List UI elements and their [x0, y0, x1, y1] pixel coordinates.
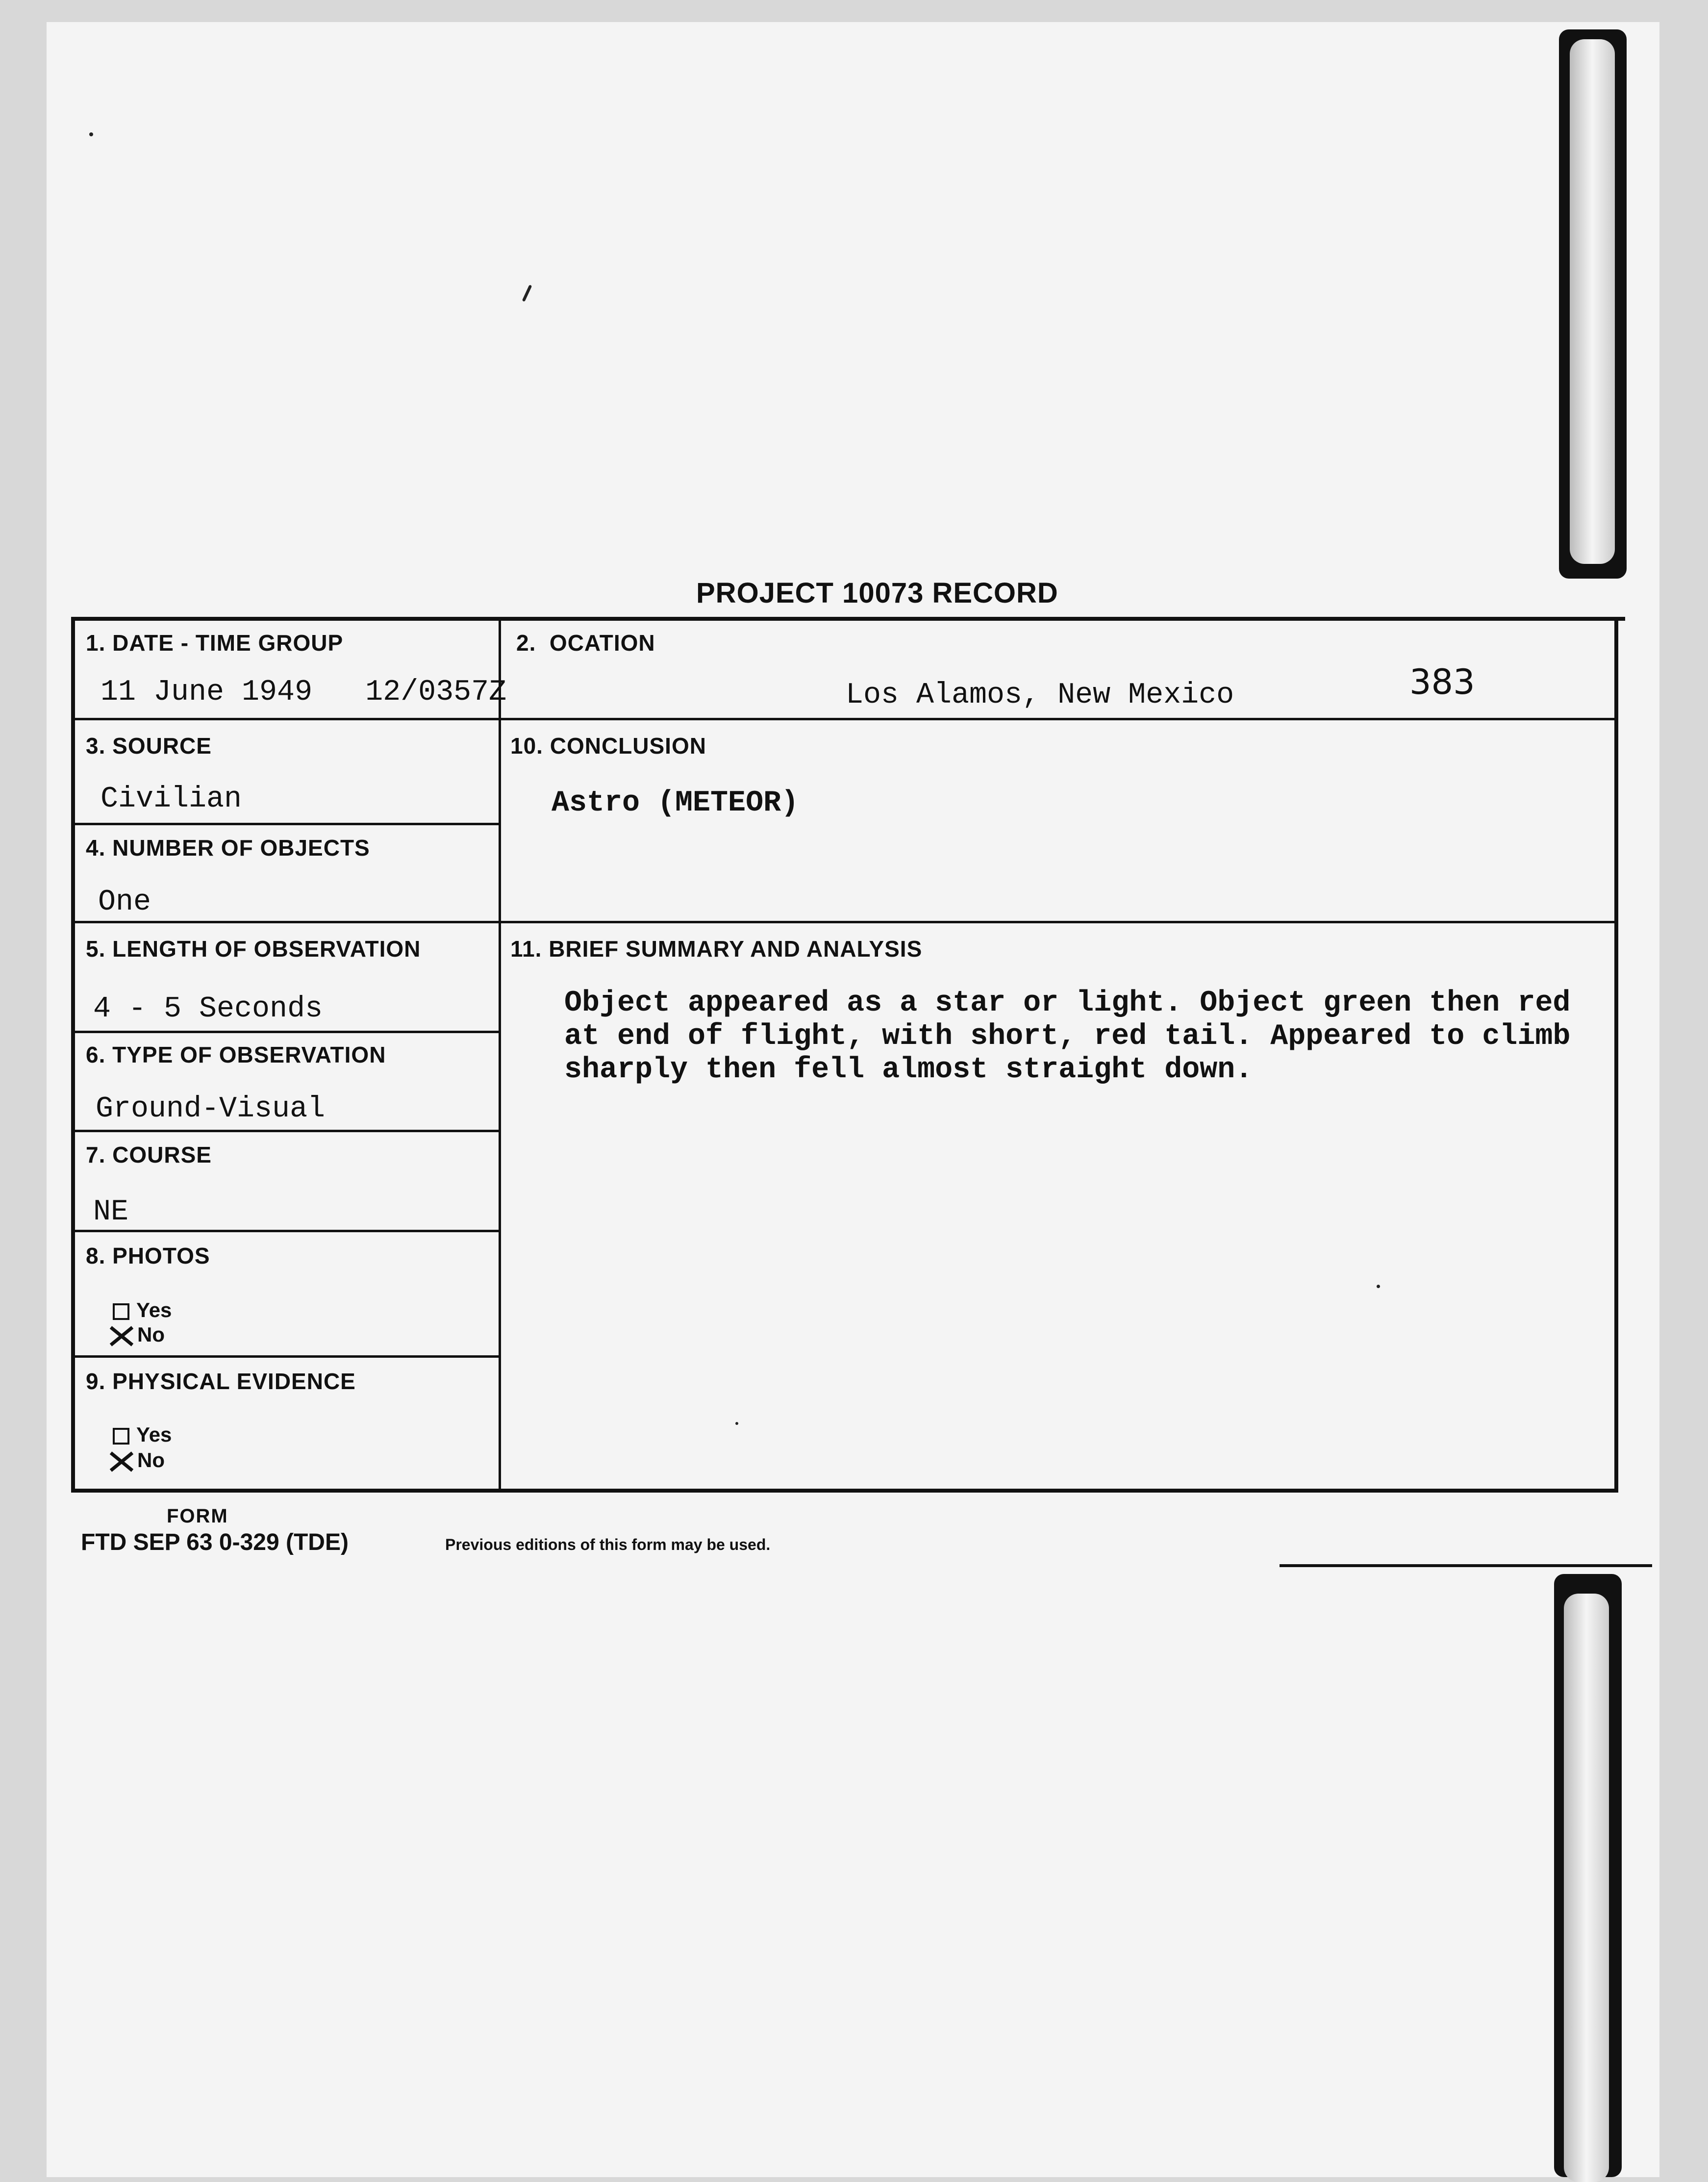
length-of-observation-label: 5. LENGTH OF OBSERVATION — [86, 936, 421, 962]
summary-text: Object appeared as a star or light. Object green then red at end of flight, with short, red tail. Appeared to climb sharply then fell almost straight down. — [564, 987, 1571, 1087]
conclusion-label: 10. CONCLUSION — [510, 733, 706, 759]
source-value: Civilian — [100, 783, 242, 816]
photos-no-option[interactable]: No — [108, 1323, 165, 1347]
number-of-objects-label: 4. NUMBER OF OBJECTS — [86, 835, 370, 861]
course-value: NE — [93, 1195, 129, 1229]
photos-label: 8. PHOTOS — [86, 1243, 210, 1269]
checkbox-empty-icon — [113, 1428, 129, 1445]
type-of-observation-label: 6. TYPE OF OBSERVATION — [86, 1042, 386, 1067]
location-label: 2. OCATION — [516, 630, 655, 656]
summary-label: 11. BRIEF SUMMARY AND ANALYSIS — [510, 936, 923, 962]
photos-yes-option[interactable]: Yes — [113, 1298, 172, 1322]
edge-rule — [1280, 1564, 1652, 1567]
physical-evidence-no-option[interactable]: No — [108, 1448, 165, 1472]
source-label: 3. SOURCE — [86, 733, 212, 759]
checkbox-x-icon — [108, 1325, 135, 1347]
record-form — [71, 617, 1625, 1493]
checkbox-x-icon — [108, 1451, 135, 1472]
checkbox-empty-icon — [113, 1303, 129, 1320]
footer-form-id: FTD SEP 63 0-329 (TDE) — [81, 1529, 349, 1555]
binding-bar-top — [1559, 29, 1627, 579]
length-of-observation-value: 4 - 5 Seconds — [93, 992, 323, 1026]
type-of-observation-value: Ground-Visual — [96, 1092, 326, 1126]
physical-evidence-label: 9. PHYSICAL EVIDENCE — [86, 1369, 356, 1394]
date-time-value: 11 June 1949 12/0357Z — [100, 676, 507, 709]
course-label: 7. COURSE — [86, 1142, 212, 1167]
footer-form-word: FORM — [167, 1505, 228, 1527]
handwritten-number: 383 — [1409, 662, 1475, 702]
footer-note: Previous editions of this form may be used. — [445, 1536, 771, 1553]
number-of-objects-value: One — [98, 886, 151, 919]
physical-evidence-yes-option[interactable]: Yes — [113, 1423, 172, 1446]
location-value: Los Alamos, New Mexico — [846, 679, 1234, 712]
date-time-label: 1. DATE - TIME GROUP — [86, 630, 344, 656]
conclusion-value: Astro (METEOR) — [552, 787, 799, 820]
form-title: PROJECT 10073 RECORD — [696, 577, 1058, 609]
binding-bar-bottom — [1554, 1574, 1622, 2177]
